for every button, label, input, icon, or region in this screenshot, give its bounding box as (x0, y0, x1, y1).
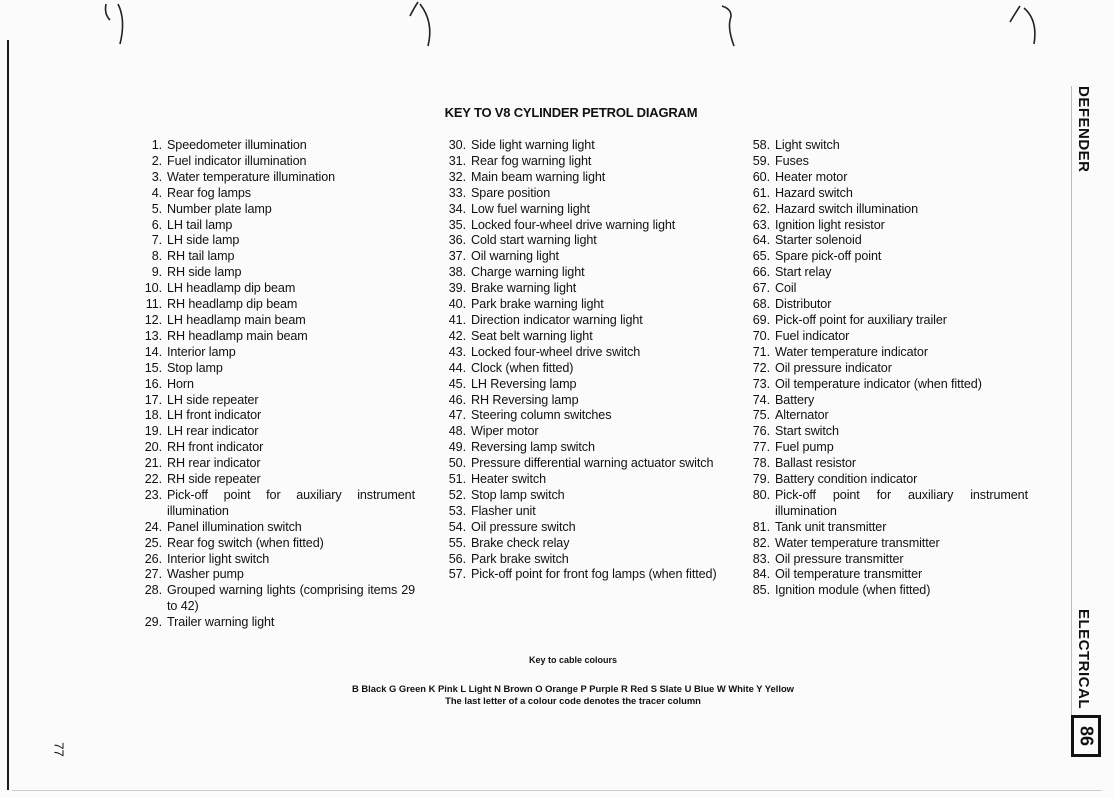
binder-mark-1 (102, 0, 142, 50)
key-item (738, 170, 1028, 186)
key-item-label: Direction indicator warning light (471, 312, 643, 327)
key-item-number: 43. (448, 344, 466, 359)
key-item (738, 408, 1028, 424)
key-item (738, 361, 1028, 377)
key-item-number: 27. (144, 567, 162, 582)
key-item-label: Oil pressure transmitter (775, 551, 904, 566)
key-item (738, 393, 1028, 409)
key-item-label: LH side repeater (167, 392, 259, 407)
key-item (434, 408, 719, 424)
key-item (738, 154, 1028, 170)
key-item-number: 20. (144, 440, 162, 455)
key-item-label: Tank unit transmitter (775, 519, 887, 534)
key-item-number: 36. (448, 233, 466, 248)
key-item-label: Distributor (775, 297, 832, 312)
key-item-label: Cold start warning light (471, 233, 597, 248)
key-item-label: LH front indicator (167, 408, 262, 423)
key-column-2 (434, 138, 719, 583)
key-item-label: Rear fog warning light (471, 153, 592, 168)
side-label-electrical: ELECTRICAL (1075, 609, 1092, 709)
key-item (738, 520, 1028, 536)
key-item-label: Fuel indicator illumination (167, 153, 307, 168)
key-item-number: 7. (151, 233, 162, 248)
key-item-label: Water temperature illumination (167, 169, 336, 184)
key-item (738, 345, 1028, 361)
key-item-number: 64. (752, 233, 770, 248)
key-item-label: Oil pressure indicator (775, 360, 892, 375)
key-item-number: 51. (448, 472, 466, 487)
key-item-number: 59. (752, 153, 770, 168)
key-item (434, 440, 719, 456)
key-item (738, 536, 1028, 552)
key-item (738, 552, 1028, 568)
key-item-number: 1. (151, 138, 162, 152)
key-item (130, 393, 415, 409)
key-item-label: Hazard switch (775, 185, 853, 200)
key-item (434, 472, 719, 488)
key-item-number: 47. (448, 408, 466, 423)
key-item-label: Pick-off point for auxiliary trailer (775, 312, 947, 327)
key-item-label: Water temperature transmitter (775, 535, 940, 550)
key-item (130, 313, 415, 329)
key-item-number: 25. (144, 535, 162, 550)
key-item (434, 233, 719, 249)
key-item-label: LH headlamp main beam (167, 312, 306, 327)
page-bottom-edge (12, 790, 1102, 791)
side-tab-rule (1071, 86, 1072, 716)
key-item-label: Start relay (775, 265, 832, 280)
key-item (130, 567, 415, 583)
key-item (434, 186, 719, 202)
key-item-label: Flasher unit (471, 503, 536, 518)
key-item-number: 78. (752, 456, 770, 471)
key-item-number: 58. (752, 138, 770, 152)
key-item-number: 80. (752, 487, 770, 502)
key-item (130, 281, 415, 297)
key-item (738, 233, 1028, 249)
key-item-label: Interior light switch (167, 551, 270, 566)
key-item-label: Starter solenoid (775, 233, 862, 248)
key-item-number: 73. (752, 376, 770, 391)
key-item (130, 615, 415, 631)
key-item (738, 456, 1028, 472)
key-item-number: 77. (752, 440, 770, 455)
key-item (434, 424, 719, 440)
binder-mark-4 (1008, 0, 1048, 50)
key-item-label: Oil warning light (471, 249, 559, 264)
key-item-label: RH front indicator (167, 440, 264, 455)
key-item (738, 329, 1028, 345)
key-item-label: Ignition light resistor (775, 217, 885, 232)
binder-mark-3 (718, 0, 758, 50)
key-item-number: 9. (151, 265, 162, 280)
key-item-number: 67. (752, 281, 770, 296)
key-item-number: 29. (144, 615, 162, 630)
key-item-number: 30. (448, 138, 466, 152)
key-item (738, 265, 1028, 281)
key-item-number: 66. (752, 265, 770, 280)
key-item-label: Fuses (775, 153, 809, 168)
key-item (434, 536, 719, 552)
key-item (130, 536, 415, 552)
cable-key-heading: Key to cable colours (528, 655, 618, 665)
key-item-number: 55. (448, 535, 466, 550)
key-item-number: 56. (448, 551, 466, 566)
key-item (130, 218, 415, 234)
key-item-number: 6. (151, 217, 162, 232)
binder-mark-2 (406, 0, 446, 50)
key-item (434, 504, 719, 520)
key-item-number: 41. (448, 312, 466, 327)
key-item-number: 33. (448, 185, 466, 200)
key-item-number: 84. (752, 567, 770, 582)
key-item-label: Rear fog lamps (167, 185, 251, 200)
key-item (434, 202, 719, 218)
key-item (738, 138, 1028, 154)
key-item (434, 393, 719, 409)
key-item-number: 22. (144, 472, 162, 487)
key-item-number: 19. (144, 424, 162, 439)
key-item (130, 408, 415, 424)
key-item-number: 32. (448, 169, 466, 184)
key-item-label: Charge warning light (471, 265, 585, 280)
key-item-label: Fuel pump (775, 440, 834, 455)
key-item-label: LH rear indicator (167, 424, 259, 439)
key-item-label: Battery (775, 392, 815, 407)
key-item-number: 72. (752, 360, 770, 375)
key-item (738, 377, 1028, 393)
key-item-label: Speedometer illumination (167, 138, 307, 152)
key-item (738, 472, 1028, 488)
key-item-label: Clock (when fitted) (471, 360, 574, 375)
key-item-label: RH side repeater (167, 472, 261, 487)
key-item (738, 583, 1028, 599)
key-item-label: Washer pump (167, 567, 244, 582)
key-item-label: RH headlamp main beam (167, 328, 308, 343)
key-item-number: 26. (144, 551, 162, 566)
key-item (434, 265, 719, 281)
key-item-label: LH tail lamp (167, 217, 233, 232)
key-item-number: 21. (144, 456, 162, 471)
key-item-number: 13. (144, 328, 162, 343)
key-item-label: Oil pressure switch (471, 519, 576, 534)
key-item (434, 552, 719, 568)
key-item-number: 45. (448, 376, 466, 391)
key-item-label: Park brake switch (471, 551, 569, 566)
key-item-number: 57. (448, 567, 466, 582)
key-item (434, 329, 719, 345)
key-item (130, 329, 415, 345)
key-item-label: Oil temperature indicator (when fitted) (775, 376, 982, 391)
key-item-label: Pick-off point for auxiliary instrument illumination (167, 487, 415, 518)
key-item (434, 520, 719, 536)
page-left-border (7, 40, 9, 790)
key-item-label: Ignition module (when fitted) (775, 583, 931, 598)
key-item-number: 50. (448, 456, 466, 471)
key-item-label: Alternator (775, 408, 829, 423)
key-item-label: Seat belt warning light (471, 328, 593, 343)
key-item (738, 313, 1028, 329)
key-item-number: 62. (752, 201, 770, 216)
key-item (434, 297, 719, 313)
key-item-label: Side light warning light (471, 138, 595, 152)
key-item-number: 3. (151, 169, 162, 184)
key-item-label: RH rear indicator (167, 456, 261, 471)
key-item-number: 2. (151, 153, 162, 168)
key-column-3 (738, 138, 1028, 599)
key-item-label: RH headlamp dip beam (167, 297, 298, 312)
key-item-number: 48. (448, 424, 466, 439)
key-item-label: Start switch (775, 424, 839, 439)
key-item (738, 297, 1028, 313)
key-item-label: RH Reversing lamp (471, 392, 579, 407)
key-item-number: 12. (144, 312, 162, 327)
key-item-number: 65. (752, 249, 770, 264)
key-item (738, 488, 1028, 520)
key-item-number: 69. (752, 312, 770, 327)
key-item (130, 249, 415, 265)
key-item-label: Light switch (775, 138, 840, 152)
key-item-number: 35. (448, 217, 466, 232)
key-item-label: Hazard switch illumination (775, 201, 918, 216)
page-number: 77 (51, 742, 67, 757)
key-item-number: 83. (752, 551, 770, 566)
key-item-number: 52. (448, 487, 466, 502)
key-item-number: 53. (448, 503, 466, 518)
key-item (130, 186, 415, 202)
key-item-label: Stop lamp switch (471, 487, 565, 502)
key-item-number: 46. (448, 392, 466, 407)
key-item-number: 71. (752, 344, 770, 359)
key-item-number: 4. (151, 185, 162, 200)
cable-key-tracer-note: The last letter of a colour code denotes the tracer column (445, 695, 701, 706)
key-item (434, 456, 719, 472)
key-item-number: 63. (752, 217, 770, 232)
key-item (130, 297, 415, 313)
key-item-label: Rear fog switch (when fitted) (167, 535, 324, 550)
key-item (130, 361, 415, 377)
key-item-number: 15. (144, 360, 162, 375)
key-item-label: Interior lamp (167, 344, 236, 359)
key-item (738, 186, 1028, 202)
key-item (130, 138, 415, 154)
key-item-label: Heater motor (775, 169, 848, 184)
key-item (434, 154, 719, 170)
key-item-number: 31. (448, 153, 466, 168)
key-item-label: LH side lamp (167, 233, 240, 248)
key-item-number: 42. (448, 328, 466, 343)
key-item-number: 37. (448, 249, 466, 264)
key-item-label: Wiper motor (471, 424, 539, 439)
key-item-number: 8. (151, 249, 162, 264)
key-item-number: 60. (752, 169, 770, 184)
key-item-number: 17. (144, 392, 162, 407)
key-item-label: Heater switch (471, 472, 546, 487)
key-item-label: RH side lamp (167, 265, 242, 280)
key-item-label: Locked four-wheel drive warning light (471, 217, 676, 232)
key-item (738, 424, 1028, 440)
key-item (130, 488, 415, 520)
key-item (130, 583, 415, 615)
key-item-label: LH headlamp dip beam (167, 281, 296, 296)
key-item-label: Water temperature indicator (775, 344, 928, 359)
key-item-number: 79. (752, 472, 770, 487)
key-item-number: 70. (752, 328, 770, 343)
key-item (738, 218, 1028, 234)
key-item-number: 11. (145, 297, 162, 312)
key-item (434, 361, 719, 377)
key-item-number: 82. (752, 535, 770, 550)
key-item-number: 74. (752, 392, 770, 407)
key-item-label: Battery condition indicator (775, 472, 918, 487)
key-item (130, 456, 415, 472)
key-item (738, 249, 1028, 265)
key-item-number: 85. (752, 583, 770, 598)
key-item-label: Grouped warning lights (comprising items 29 to 42) (167, 583, 415, 614)
key-item (738, 281, 1028, 297)
key-item-number: 40. (448, 297, 466, 312)
key-item-number: 18. (144, 408, 162, 423)
key-item (130, 440, 415, 456)
key-item-label: Ballast resistor (775, 456, 856, 471)
key-item (130, 424, 415, 440)
key-item-number: 39. (448, 281, 466, 296)
key-column-1 (130, 138, 415, 631)
key-item-label: Panel illumination switch (167, 519, 302, 534)
key-item-number: 68. (752, 297, 770, 312)
key-item (738, 440, 1028, 456)
key-item-label: Steering column switches (471, 408, 612, 423)
key-item (434, 138, 719, 154)
key-item-label: Horn (167, 376, 194, 391)
key-item-number: 16. (144, 376, 162, 391)
key-item-number: 81. (752, 519, 770, 534)
key-item (434, 249, 719, 265)
key-item-number: 44. (448, 360, 466, 375)
key-item-number: 75. (752, 408, 770, 423)
key-item (130, 233, 415, 249)
key-item-number: 54. (448, 519, 466, 534)
key-item (130, 265, 415, 281)
key-item-number: 5. (151, 201, 162, 216)
key-item (434, 218, 719, 234)
key-item-label: Locked four-wheel drive switch (471, 344, 641, 359)
key-item-number: 38. (448, 265, 466, 280)
key-item (130, 377, 415, 393)
key-item-label: Brake warning light (471, 281, 577, 296)
key-item (434, 377, 719, 393)
key-item-label: Number plate lamp (167, 201, 272, 216)
key-item (130, 170, 415, 186)
key-item-label: Pick-off point for front fog lamps (when fitted) (471, 567, 717, 582)
key-item-label: Pick-off point for auxiliary instrument illumination (775, 487, 1028, 518)
side-label-defender: DEFENDER (1075, 86, 1092, 173)
key-item-label: Spare position (471, 185, 551, 200)
key-item-label: Trailer warning light (167, 615, 275, 630)
key-item-label: Coil (775, 281, 797, 296)
key-item (434, 170, 719, 186)
section-number-box (1071, 715, 1101, 757)
key-item-label: Spare pick-off point (775, 249, 882, 264)
key-item-number: 24. (144, 519, 162, 534)
key-item (130, 154, 415, 170)
key-item-label: Reversing lamp switch (471, 440, 595, 455)
key-item-number: 34. (448, 201, 466, 216)
key-item (434, 488, 719, 504)
key-item-number: 23. (144, 487, 162, 502)
key-item-label: Fuel indicator (775, 328, 850, 343)
key-item-number: 76. (752, 424, 770, 439)
cable-key-colours: B Black G Green K Pink L Light N Brown O Orange P Purple R Red S Slate U Blue W White Y Yellow (352, 683, 794, 694)
key-item-number: 28. (144, 583, 162, 598)
key-item (130, 520, 415, 536)
key-item-label: RH tail lamp (167, 249, 235, 264)
key-item (738, 202, 1028, 218)
key-item (738, 567, 1028, 583)
page-title: KEY TO V8 CYLINDER PETROL DIAGRAM (444, 105, 698, 120)
key-item-number: 10. (144, 281, 162, 296)
key-item-label: Main beam warning light (471, 169, 606, 184)
section-number: 86 (1076, 725, 1097, 747)
key-item-label: Oil temperature transmitter (775, 567, 923, 582)
key-item-number: 49. (448, 440, 466, 455)
key-item (434, 281, 719, 297)
key-item (130, 552, 415, 568)
key-item-label: Brake check relay (471, 535, 570, 550)
key-item (434, 567, 719, 583)
key-item-label: Low fuel warning light (471, 201, 590, 216)
key-item (130, 202, 415, 218)
key-item-number: 61. (752, 185, 770, 200)
key-item-label: Park brake warning light (471, 297, 604, 312)
key-item-label: Pressure differential warning actuator switch (471, 456, 714, 471)
key-item-label: Stop lamp (167, 360, 223, 375)
key-item-label: LH Reversing lamp (471, 376, 577, 391)
key-item (130, 472, 415, 488)
key-item (434, 313, 719, 329)
key-item (434, 345, 719, 361)
key-item (130, 345, 415, 361)
key-item-number: 14. (144, 344, 162, 359)
